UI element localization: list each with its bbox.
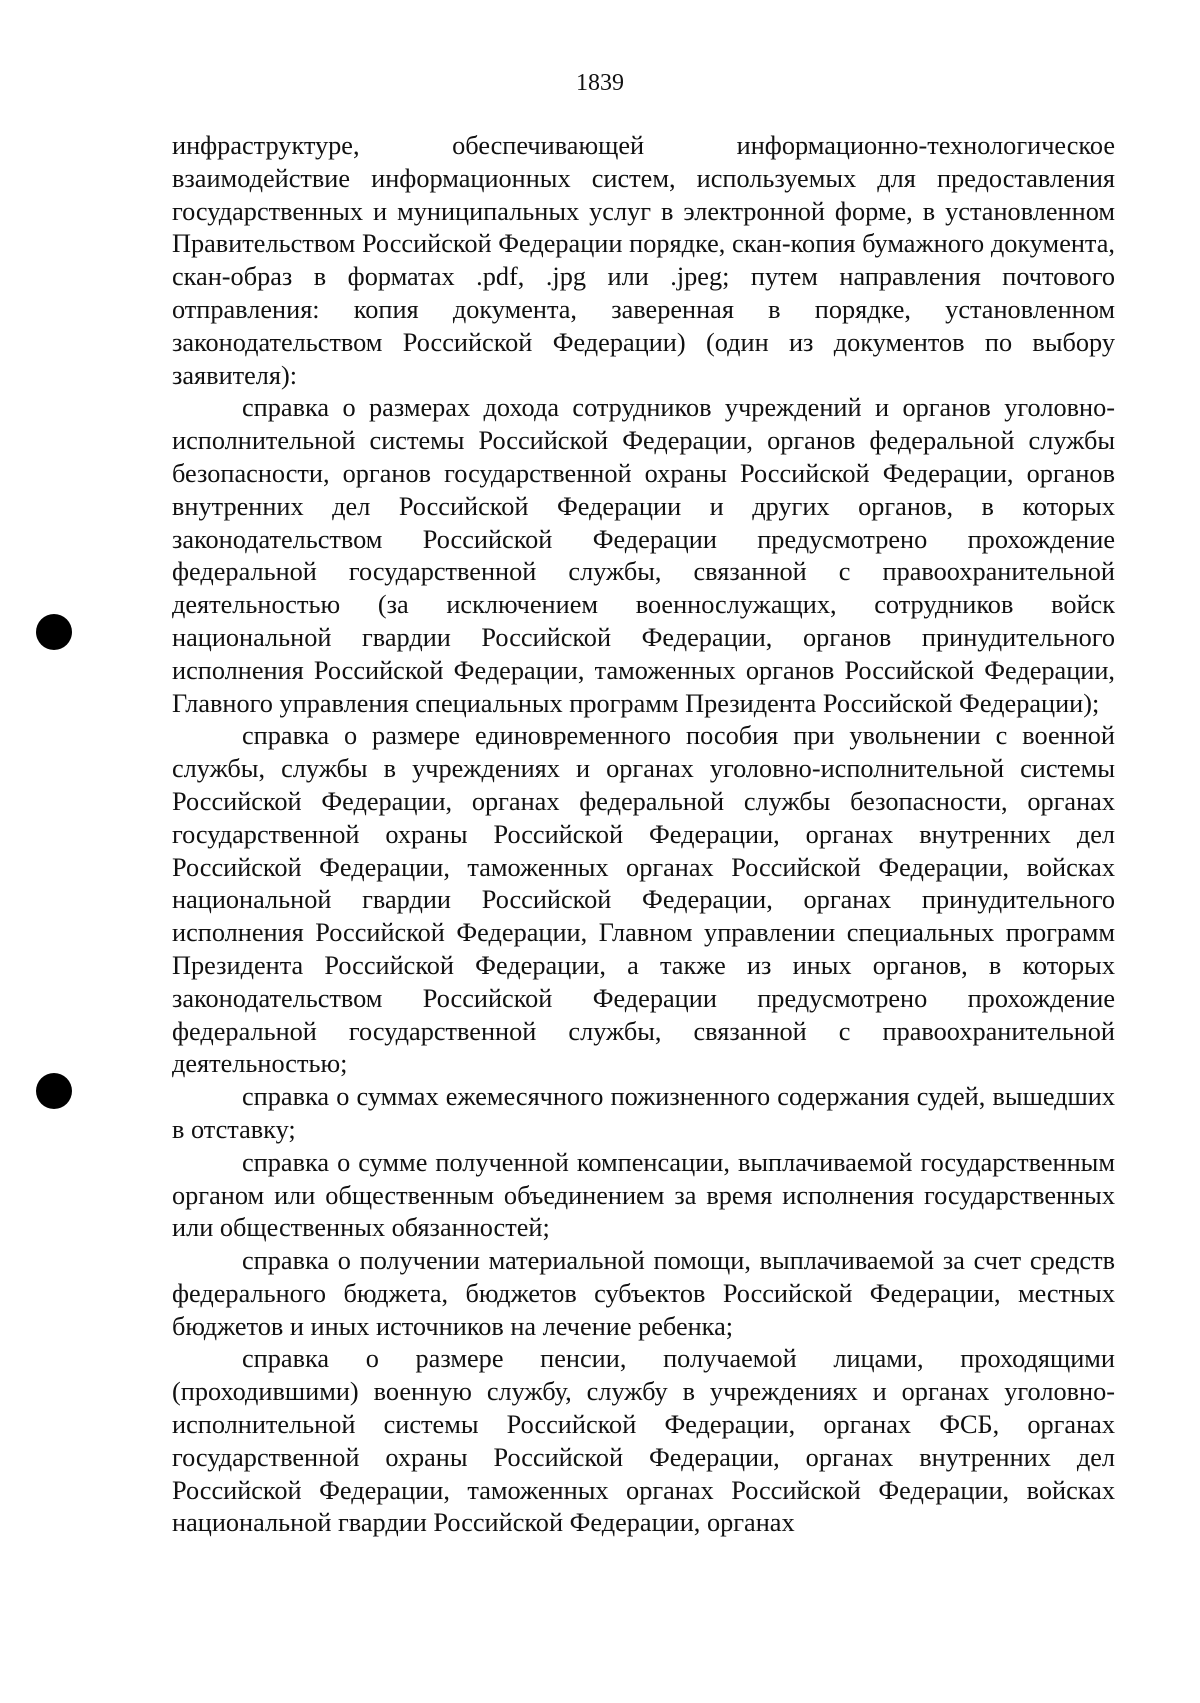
paragraph-pension-certificate: справка о размере пенсии, получаемой лицами, проходящими (проходившими) военную службу, службу в учреждениях и органах уголовно-исполнительной системы Российской Федерации, органах ФСБ, органах государственной охраны Российской Федерации, органах внутренних дел Российской Федерации, таможенных органах Российской Федерации, войсках национальной гвардии Российской Федерации, органах [172,1344,1115,1538]
document-body [172,130,1115,1540]
paragraph-lump-sum-certificate: справка о размере единовременного пособия при увольнении с военной службы, службы в учреждениях и органах уголовно-исполнительной системы Российской Федерации, органах федеральной службы безопасности, органах государственной охраны Российской Федерации, органах внутренних дел Российской Федерации, таможенных органах Российской Федерации, войсках национальной гвардии Российской Федерации, органах принудительного исполнения Российской Федерации, Главном управлении специальных программ Президента Российской Федерации, а также из иных органов, в которых законодательством Российской Федерации предусмотрено прохождение федеральной государственной службы, связанной с правоохранительной деятельностью; [172,721,1115,1079]
paragraph-compensation-certificate: справка о сумме полученной компенсации, выплачиваемой государственным органом или общественным объединением за время исполнения государственных или общественных обязанностей; [172,1147,1115,1243]
page-number: 1839 [576,70,624,96]
paragraph-judges-certificate: справка о суммах ежемесячного пожизненного содержания судей, вышедших в отставку; [172,1082,1115,1144]
paragraph-continuation: инфраструктуре, обеспечивающей информационно-технологическое взаимодействие информационных систем, используемых для предоставления государственных и муниципальных услуг в электронной форме, в установленном Правительством Российской Федерации порядке, скан-копия бумажного документа, скан-образ в форматах .pdf, .jpg или .jpeg; путем направления почтового отправления: копия документа, заверенная в порядке, установленном законодательством Российской Федерации) (один из документов по выбору заявителя): [172,131,1115,390]
paragraph-income-certificate: справка о размерах дохода сотрудников учреждений и органов уголовно-исполнительной системы Российской Федерации, органов федеральной службы безопасности, органов государственной охраны Российской Федерации, органов внутренних дел Российской Федерации и других органов, в которых законодательством Российской Федерации предусмотрено прохождение федеральной государственной службы, связанной с правоохранительной деятельностью (за исключением военнослужащих, сотрудников войск национальной гвардии Российской Федерации, органов принудительного исполнения Российской Федерации, таможенных органов Российской Федерации, Главного управления специальных программ Президента Российской Федерации); [172,393,1115,718]
punch-hole-mark [36,1073,72,1109]
punch-hole-mark [36,614,72,650]
paragraph-material-aid-certificate: справка о получении материальной помощи, выплачиваемой за счет средств федерального бюджета, бюджетов субъектов Российской Федерации, местных бюджетов и иных источников на лечение ребенка; [172,1246,1115,1341]
